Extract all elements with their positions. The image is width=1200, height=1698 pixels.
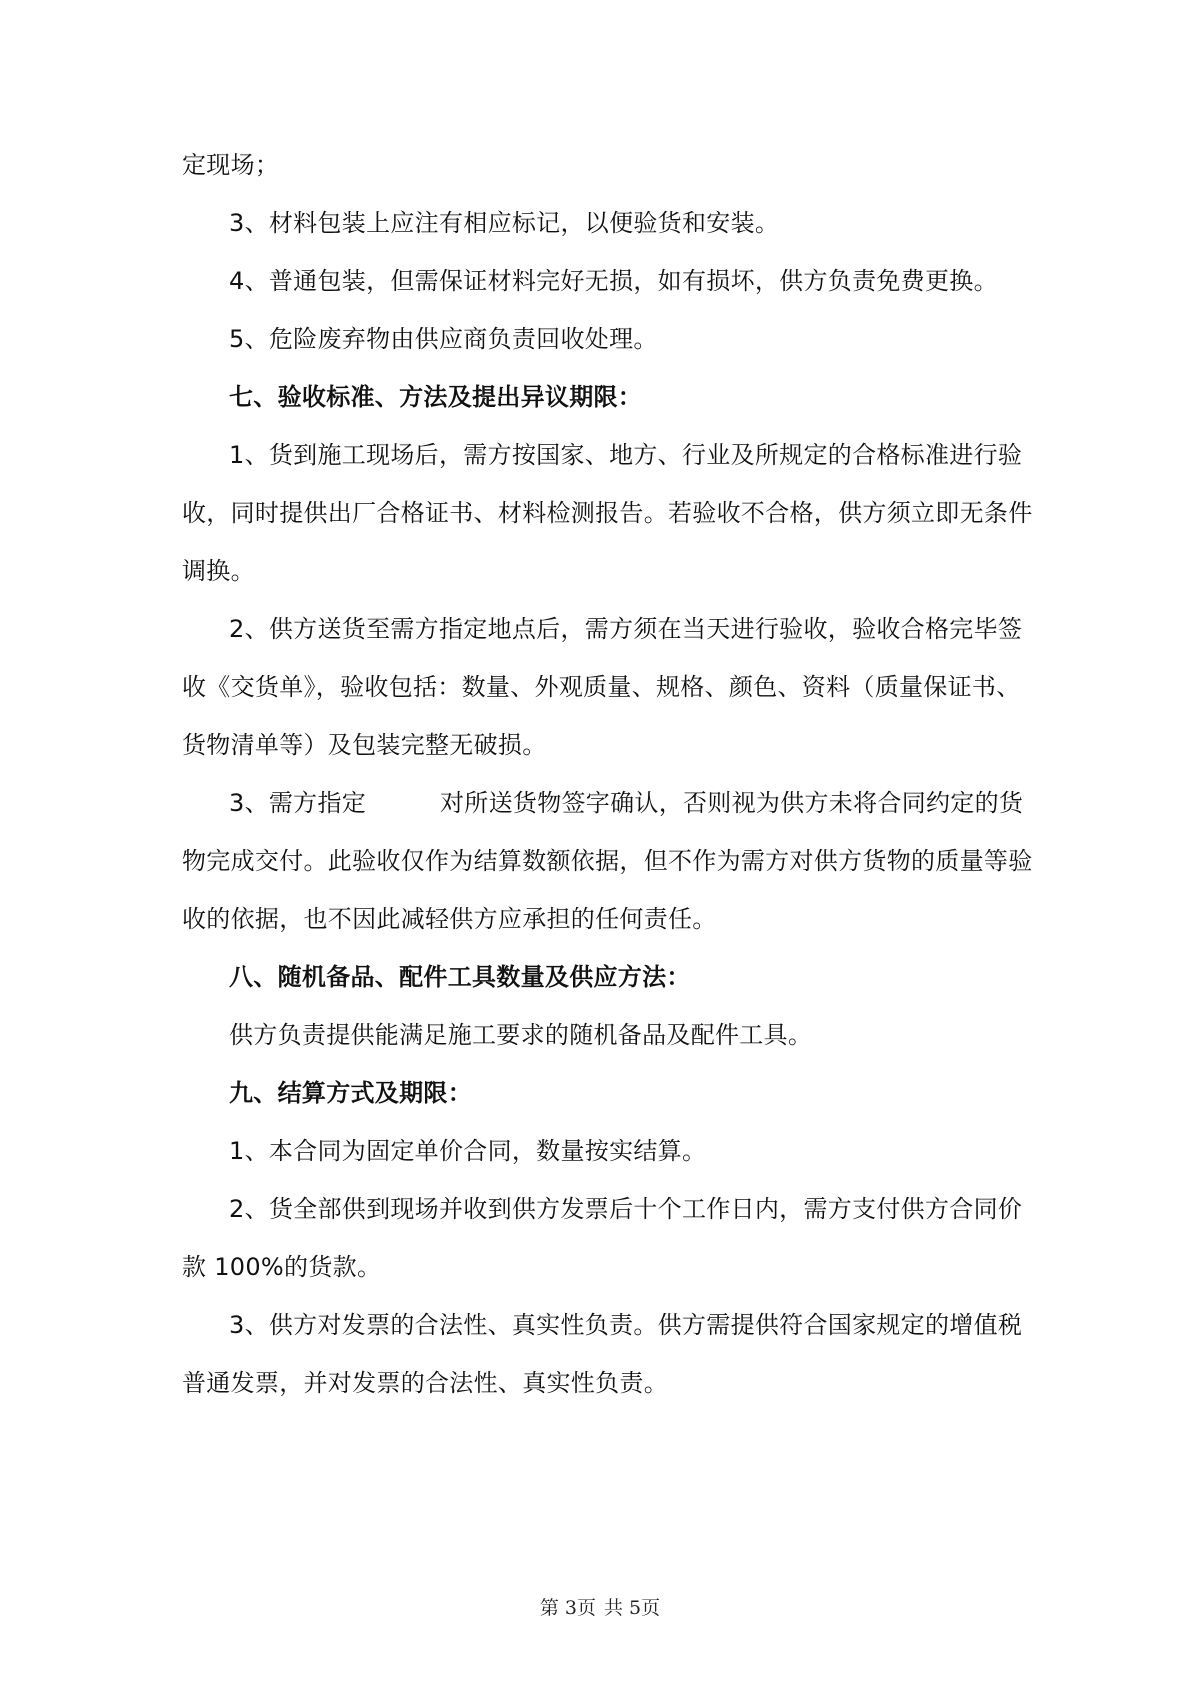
text-line: 5、危险废弃物由供应商负责回收处理。 <box>229 325 658 353</box>
text-line: 调换。 <box>182 557 255 585</box>
text-line: 3、需方指定 <box>229 789 367 817</box>
text-line: 定现场； <box>182 151 280 179</box>
text-line: 物完成交付。此验收仅作为结算数额依据，但不作为需方对供方货物的质量等验 <box>182 847 1033 875</box>
section-heading: 七、验收标准、方法及提出异议期限： <box>229 383 643 411</box>
page-number: 第 3页 <box>539 1597 596 1619</box>
text-line: 2、供方送货至需方指定地点后，需方须在当天进行验收，验收合格完毕签 <box>229 615 1023 643</box>
text-line: 1、货到施工现场后，需方按国家、地方、行业及所规定的合格标准进行验 <box>229 441 1023 469</box>
section-heading: 九、结算方式及期限： <box>229 1079 472 1107</box>
text-line: 对所送货物签字确认，否则视为供方未将合同约定的货 <box>440 789 1024 817</box>
text-line: 1、本合同为固定单价合同，数量按实结算。 <box>229 1137 707 1165</box>
page-footer <box>0 1596 1200 1620</box>
text-line: 款 100%的货款。 <box>182 1253 382 1281</box>
text-line: 收《交货单》，验收包括：数量、外观质量、规格、颜色、资料（质量保证书、 <box>182 673 1021 701</box>
text-line: 货物清单等）及包装完整无破损。 <box>182 731 547 759</box>
section-heading: 八、随机备品、配件工具数量及供应方法： <box>229 963 691 991</box>
text-line: 4、普通包装，但需保证材料完好无损，如有损坏，供方负责免费更换。 <box>229 267 998 295</box>
text-line: 收的依据，也不因此减轻供方应承担的任何责任。 <box>182 905 717 933</box>
page-total: 共 5页 <box>604 1597 661 1619</box>
text-line: 3、材料包装上应注有相应标记，以便验货和安装。 <box>229 209 780 237</box>
text-line: 3、供方对发票的合法性、真实性负责。供方需提供符合国家规定的增值税 <box>229 1311 1023 1339</box>
text-line: 收，同时提供出厂合格证书、材料检测报告。若验收不合格，供方须立即无条件 <box>182 499 1033 527</box>
text-line: 供方负责提供能满足施工要求的随机备品及配件工具。 <box>229 1021 813 1049</box>
text-line: 2、货全部供到现场并收到供方发票后十个工作日内，需方支付供方合同价 <box>229 1195 1023 1223</box>
text-line: 普通发票，并对发票的合法性、真实性负责。 <box>182 1369 668 1397</box>
